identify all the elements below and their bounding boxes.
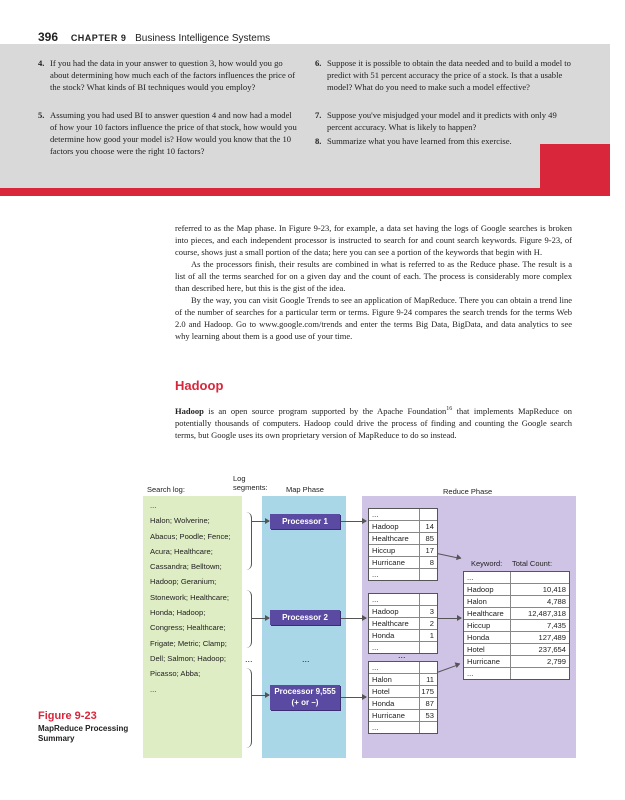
table-row: Hurricane 53 [369,710,437,722]
reduce-output-table [463,571,570,680]
question-text: Suppose you've misjudged your model and it predicts with only 49 percent accuracy. What is likely to happen? [327,110,557,132]
page-number: 396 [38,30,59,44]
map-phase-label: Map Phase [286,485,324,494]
arrow [341,521,366,522]
table-row: Honda 87 [369,698,437,710]
table-row: ... [372,643,379,652]
running-header [38,30,270,44]
footnote-marker: 16 [446,406,453,412]
search-log-entry: Hadoop; Geranium; [150,577,217,587]
table-row: ... [369,662,437,674]
search-log-entry: Abacus; Poodle; Fence; [150,531,231,541]
map-output-table-3 [368,661,438,734]
map-ellipsis: ... [302,654,310,664]
question-number: 8. [315,136,322,146]
arrow [252,521,269,522]
question-number: 5. [38,110,45,120]
search-log-entry: ... [150,684,157,694]
search-log-entry: Halon; Wolverine; [150,516,210,526]
body-text [175,222,572,342]
hadoop-paragraph [175,403,572,441]
arrow [341,697,366,698]
paragraph-google-trends: By the way, you can visit Google Trends to see an application of MapReduce. There you can obtain a trend line of the number of searches for a particular term or terms. Figure 9-24 compares the search trends for the terms Web 2.0 and Hadoop. Go to www.google.com/trends and enter the terms Big Data, BigData, and data analytics to see why learning about them is a good use of your time. [175,295,572,341]
table-row: Healthcare 12,487,318 [464,608,569,620]
table-row: Hotel 237,654 [464,644,569,656]
table-row: ... [372,723,379,732]
question-text: Assuming you had used BI to answer question 4 and now had a model of how your 10 factors influence the price of that stock, how would you determine how good your model is? How would you know that the 10 factors you choose were the right 10 factors? [50,110,297,156]
question-7 [315,109,577,133]
table-row: Hiccup 7,435 [464,620,569,632]
table-ellipsis: ... [398,650,406,660]
question-text: Suppose it is possible to obtain the data needed and to build a model to predict with 51 percent accuracy the price of a stock. Is that a usable model? What do you need to make such a model effective? [327,58,571,92]
log-segments-label: Log segments: [233,474,268,492]
section-heading: Hadoop [175,378,224,393]
search-log-entry: Dell; Salmon; Hadoop; [150,653,226,663]
table-row: ... [464,572,569,584]
table-row: ... [467,669,474,678]
keyword-header: Keyword: [471,559,503,568]
segment-brace [243,512,252,570]
search-log-entry: ... [150,501,157,510]
table-row: ... [372,570,379,579]
chapter-title: Business Intelligence Systems [135,33,271,44]
question-6 [315,57,577,93]
table-row: ... [369,509,437,521]
table-row: Hadoop 10,418 [464,584,569,596]
segment-brace [243,668,252,748]
processor-2: Processor 2 [270,610,340,625]
paragraph-reduce-phase: As the processors finish, their results are combined in what is referred to as the Reduce phase. The result is a list of all the terms searched for on a given day and the count of each. The process is considerably more complex than described here, but this is the gist of the idea. [175,259,572,293]
figure-number: Figure 9-23 [38,710,97,722]
processor-9555: Processor 9,555 (+ or –) [270,685,340,710]
question-5 [38,109,298,157]
paragraph-map-phase: referred to as the Map phase. In Figure 9-23, for example, a data set having the logs of Google searches is broken into pieces, and each independent processor is instructed to search for and count search keywords. Figure 9-23, of course, shows just a small portion of the data; here you can see a portion of the keywords that begin with H. [175,223,572,257]
arrow [437,618,461,619]
question-number: 4. [38,58,45,68]
segment-brace [243,590,252,648]
question-text: Summarize what you have learned from this exercise. [327,136,512,146]
table-row: Halon 11 [369,674,437,686]
map-output-table-2 [368,593,438,654]
question-number: 6. [315,58,322,68]
table-row: Healthcare 85 [369,533,437,545]
table-row: Hadoop 14 [369,521,437,533]
table-row: Hotel 175 [369,686,437,698]
red-bar [0,188,610,196]
question-text: If you had the data in your answer to question 3, how would you go about determining how much each of the factors influences the price of the stock? What kinds of BI techniques would you employ? [50,58,296,92]
table-row: Hurricane 2,799 [464,656,569,668]
processor-1: Processor 1 [270,514,340,529]
arrow [252,695,269,696]
hadoop-term: Hadoop [175,405,204,416]
search-log-entry: Acura; Healthcare; [150,546,213,556]
search-log-entry: Honda; Hadoop; [150,608,206,618]
total-count-header: Total Count: [512,559,553,568]
table-row: Honda 127,489 [464,632,569,644]
table-row: Honda 1 [369,630,437,642]
search-log-label: Search log: [147,485,185,494]
search-log-entry: Congress; Healthcare; [150,623,226,633]
arrow [252,618,269,619]
table-row: Halon 4,788 [464,596,569,608]
question-4 [38,57,298,93]
segment-ellipsis: ... [245,654,253,664]
search-log-entry: Frigate; Metric; Clamp; [150,638,227,648]
arrow [341,618,366,619]
search-log-entry: Cassandra; Belltown; [150,562,222,572]
figure-title: MapReduce Processing Summary [38,724,129,743]
search-log-entry: Stonework; Healthcare; [150,592,229,602]
question-8 [315,135,577,147]
chapter-label: CHAPTER 9 [70,33,127,43]
table-row: ... [369,594,437,606]
red-accent-block [540,144,610,196]
table-row: Hurricane 8 [369,557,437,569]
search-log-list [150,498,231,697]
table-row: Hadoop 3 [369,606,437,618]
table-row: Hiccup 17 [369,545,437,557]
reduce-phase-label: Reduce Phase [443,487,493,496]
hadoop-text-a: is an open source program supported by the Apache Foundation [203,405,447,416]
figure-caption [38,710,138,744]
map-output-table-1 [368,508,438,581]
table-row: Healthcare 2 [369,618,437,630]
map-phase-panel [262,496,346,758]
question-number: 7. [315,110,322,120]
search-log-entry: Picasso; Abba; [150,669,201,679]
hadoop-text-b: that implements MapReduce on potentially thousands of computers. Hadoop could drive the process of finding and counting the Google search terms, but Google uses its own proprietary version of MapReduce to do so instead. [175,405,572,440]
